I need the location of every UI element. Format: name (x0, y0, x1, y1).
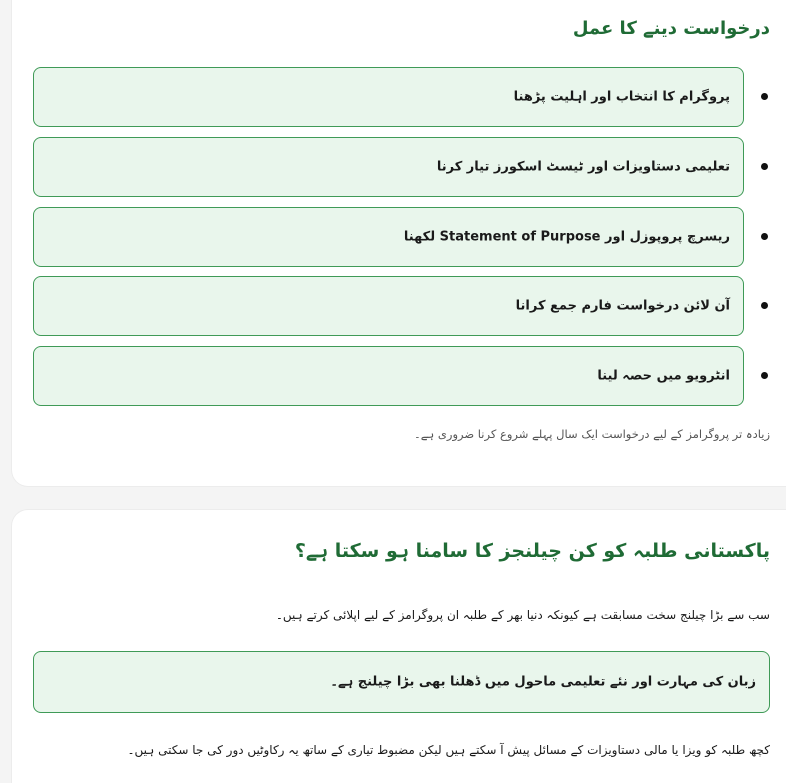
challenges-closing: کچھ طلبہ کو ویزا یا مالی دستاویزات کے مسائل پیش آ سکتے ہیں لیکن مضبوط تیاری کے ساتھ یہ رکاوٹیں دور کی جا سکتی ہیں۔ (127, 743, 770, 757)
challenges-callout (33, 651, 770, 713)
bullet-icon (761, 302, 768, 309)
process-step (33, 276, 744, 336)
process-heading: درخواست دینے کا عمل (572, 18, 770, 39)
process-step-label: ریسرچ پروپوزل اور Statement of Purpose لکھنا (403, 229, 730, 245)
challenges-intro: سب سے بڑا چیلنج سخت مسابقت ہے کیونکہ دنیا بھر کے طلبہ ان پروگرامز کے لیے اپلائی کرتے ہیں۔ (275, 608, 770, 622)
process-step-label: پروگرام کا انتخاب اور اہلیت پڑھنا (513, 89, 730, 105)
bullet-icon (761, 163, 768, 170)
process-note: زیادہ تر پروگرامز کے لیے درخواست ایک سال پہلے شروع کرنا ضروری ہے۔ (414, 427, 770, 441)
bullet-icon (761, 93, 768, 100)
process-step (33, 67, 744, 127)
process-step-label: انٹرویو میں حصہ لینا (597, 368, 730, 384)
process-step (33, 346, 744, 406)
bullet-icon (761, 372, 768, 379)
process-step-label: آن لائن درخواست فارم جمع کرانا (515, 298, 730, 314)
challenges-callout-text: زبان کی مہارت اور نئے تعلیمی ماحول میں ڈھلنا بھی بڑا چیلنج ہے۔ (330, 674, 756, 690)
process-step (33, 137, 744, 197)
process-step (33, 207, 744, 267)
challenges-heading: پاکستانی طلبہ کو کن چیلنجز کا سامنا ہو سکتا ہے؟ (294, 540, 770, 562)
bullet-icon (761, 233, 768, 240)
process-step-label: تعلیمی دستاویزات اور ٹیسٹ اسکورز تیار کرنا (436, 159, 730, 175)
